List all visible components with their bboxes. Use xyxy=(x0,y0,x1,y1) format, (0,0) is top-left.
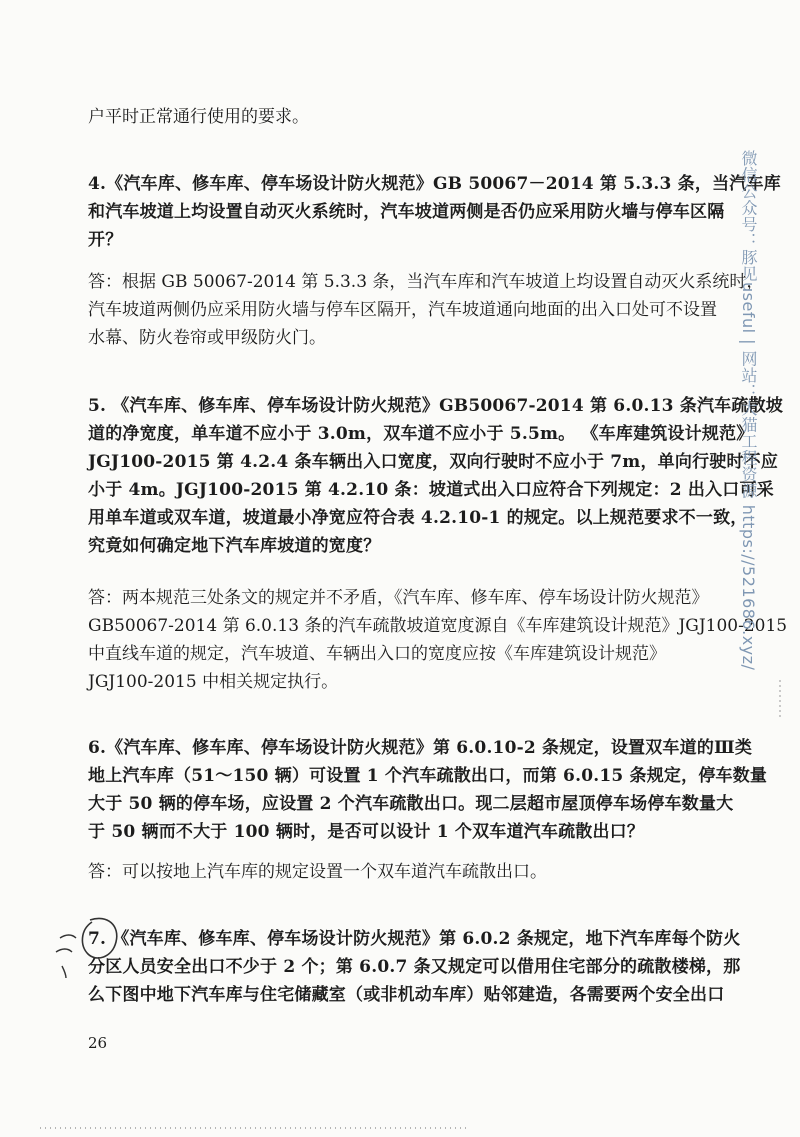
answer-5 xyxy=(88,584,788,696)
text-line: 答：两本规范三处条文的规定并不矛盾，《汽车库、修车库、停车场设计防火规范》 xyxy=(88,588,709,608)
text-line: 开？ xyxy=(88,230,123,250)
text-line: 小于 4m。JGJ100-2015 第 4.2.10 条：坡道式出入口应符合下列规定：2 出入口可采 xyxy=(88,480,774,500)
text-line: 么下图中地下汽车库与住宅储藏室（或非机动车库）贴邻建造，各需要两个安全出口 xyxy=(88,985,725,1005)
text-line: 道的净宽度，单车道不应小于 3.0m，双车道不应小于 5.5m。 《车库建筑设计规范》 xyxy=(88,424,754,444)
text-line: 水幕、防火卷帘或甲级防火门。 xyxy=(88,328,326,348)
scan-dotted-line xyxy=(0,1110,800,1137)
answer-continuation xyxy=(88,103,712,131)
text-line: 答：根据 GB 50067-2014 第 5.3.3 条，当汽车库和汽车坡道上均设置自动灭火系统时， xyxy=(88,272,764,292)
answer-4 xyxy=(88,268,764,352)
question-5 xyxy=(88,392,783,560)
page-number: 26 xyxy=(88,1034,108,1052)
text-line: GB50067-2014 第 6.0.13 条的汽车疏散坡道宽度源自《车库建筑设计规范》JGJ100-2015 xyxy=(88,616,788,636)
text-line: 7. 《汽车库、修车库、停车场设计防火规范》第 6.0.2 条规定，地下汽车库每个防火 xyxy=(88,929,741,949)
question-4 xyxy=(88,170,781,254)
answer-6 xyxy=(88,858,712,886)
question-6 xyxy=(88,734,768,846)
text-line: 于 50 辆而不大于 100 辆时，是否可以设计 1 个双车道汽车疏散出口？ xyxy=(88,822,645,842)
text-line: 大于 50 辆的停车场，应设置 2 个汽车疏散出口。现二层超市屋顶停车场停车数量大 xyxy=(88,794,734,814)
text-line: 和汽车坡道上均设置自动灭火系统时，汽车坡道两侧是否仍应采用防火墙与停车区隔 xyxy=(88,202,725,222)
text-line: JGJ100-2015 中相关规定执行。 xyxy=(88,672,339,692)
text-line: 6.《汽车库、修车库、停车场设计防火规范》第 6.0.10-2 条规定，设置双车道的Ⅲ类 xyxy=(88,738,753,758)
text-line: 汽车坡道两侧仍应采用防火墙与停车区隔开，汽车坡道通向地面的出入口处可不设置 xyxy=(88,300,717,320)
text-line: 分区人员安全出口不少于 2 个；第 6.0.7 条又规定可以借用住宅部分的疏散楼梯，那 xyxy=(88,957,741,977)
text-line: 户平时正常通行使用的要求。 xyxy=(88,107,309,127)
question-7 xyxy=(88,925,741,1009)
text-line: JGJ100-2015 第 4.2.4 条车辆出入口宽度，双向行驶时不应小于 7m，单向行驶时不应 xyxy=(88,452,779,472)
text-line: 中直线车道的规定，汽车坡道、车辆出入口的宽度应按《车库建筑设计规范》 xyxy=(88,644,666,664)
text-line: 答：可以按地上汽车库的规定设置一个双车道汽车疏散出口。 xyxy=(88,862,547,882)
text-line: 地上汽车库（51～150 辆）可设置 1 个汽车疏散出口，而第 6.0.15 条规定，停车数量 xyxy=(88,766,768,786)
text-line: 5. 《汽车库、修车库、停车场设计防火规范》GB50067-2014 第 6.0.13 条汽车疏散坡 xyxy=(88,396,783,416)
handwritten-circle-mark xyxy=(50,908,140,988)
text-line: 4.《汽车库、修车库、停车场设计防火规范》GB 50067－2014 第 5.3.3 条，当汽车库 xyxy=(88,174,781,194)
text-line: 究竟如何确定地下汽车库坡道的宽度？ xyxy=(88,536,381,556)
text-line: 用单车道或双车道，坡道最小净宽应符合表 4.2.10-1 的规定。以上规范要求不一致， xyxy=(88,508,748,528)
scan-edge-mark xyxy=(778,680,782,720)
watermark: 微信公众号：豚见useful | 网站：大猫工程资源 https://521686.xyz/ xyxy=(739,150,758,671)
